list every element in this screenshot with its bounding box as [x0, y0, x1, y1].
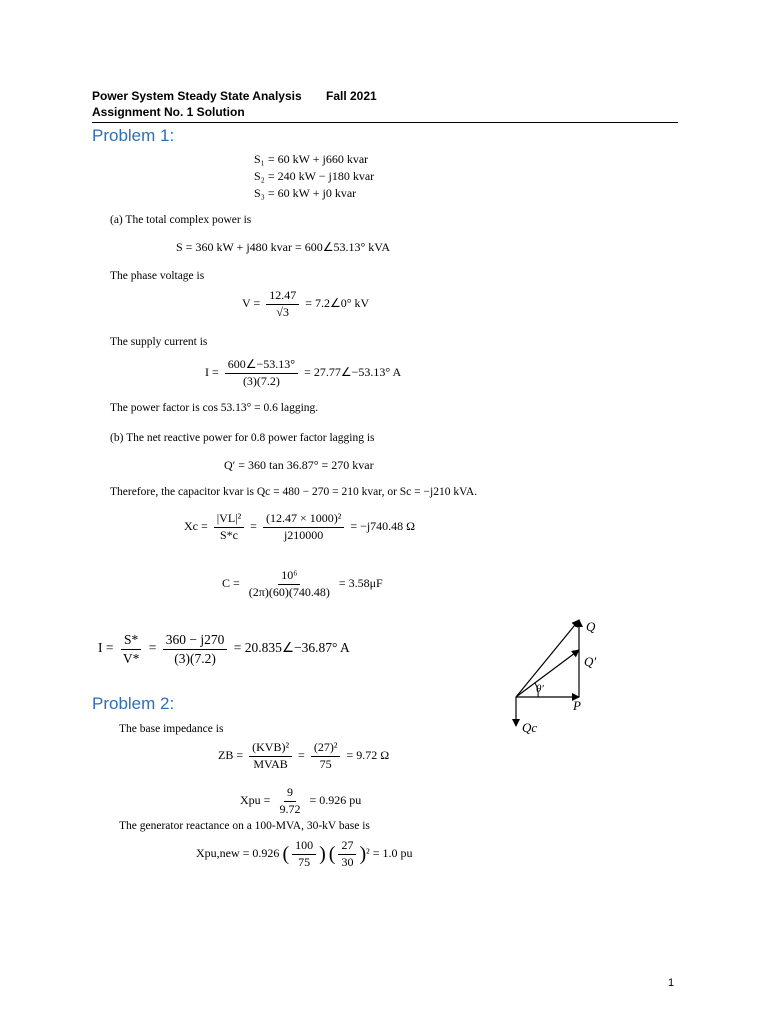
page-number: 1: [668, 977, 675, 989]
xnew-fraction-1: [292, 839, 316, 870]
zb-denominator-1: MVAB: [253, 756, 288, 771]
xnew-lhs: Xpu,new = 0.926: [196, 846, 280, 861]
i2-fraction-1: [120, 632, 143, 666]
xc-fraction-1: [214, 512, 244, 543]
label-qc: Qc: [522, 720, 538, 735]
s3-equation: S₃ = 60 kW + j0 kvar: [254, 186, 357, 200]
xc-rhs: = −j740.48 Ω: [350, 519, 416, 534]
phase-voltage-intro: The phase voltage is: [110, 270, 205, 282]
label-q: Q: [586, 619, 596, 634]
label-q-prime: Q′: [584, 654, 597, 669]
xnew-f1-numerator: 100: [292, 839, 316, 855]
base-impedance-intro: The base impedance is: [119, 723, 224, 735]
i2-denominator-1: V*: [122, 650, 140, 666]
xnew-f2-denominator: 30: [341, 854, 354, 869]
supply-current-intro: The supply current is: [110, 336, 208, 348]
i2-denominator-2: (3)(7.2): [174, 650, 216, 666]
zb-fraction-1: [249, 741, 292, 772]
i-lhs: I =: [205, 365, 219, 380]
current-conjugate-equation: I = $\frac{S*}{V*}$ = $\frac{360 - j270}{(3)(7.2)}$ = 20.835∠−36.87° A: [98, 632, 350, 666]
c-fraction: [246, 569, 333, 600]
label-theta: θ′: [536, 683, 544, 695]
s1-equation: S₁ = 60 kW + j660 kvar: [254, 152, 369, 166]
v-fraction: [266, 289, 299, 320]
xc-lhs: Xc =: [184, 519, 208, 534]
xpu-fraction: [276, 786, 303, 817]
zb-denominator-2: 75: [319, 756, 332, 771]
i2-fraction-2: [163, 632, 228, 666]
xnew-fraction-2: [338, 839, 356, 870]
s2-equation: S₂ = 240 kW − j180 kvar: [254, 169, 375, 183]
i2-lhs: I =: [98, 640, 114, 656]
part-b-intro: (b) The net reactive power for 0.8 power factor lagging is: [110, 432, 375, 444]
base-impedance-equation: ZB = $\frac{\text{(KVB)²}}{\text{MVAB}}$ = $\frac{\text{(27)²}}{75}$ = 9.72 Ω: [218, 740, 390, 771]
i-denominator: (3)(7.2): [242, 373, 280, 388]
xpu-new-equation: Xpu,new = 0.926 ( $\frac{100}{75}$ ) ( $\frac{27}{30}$ )² = 1.0 pu: [196, 838, 413, 869]
v-lhs: V =: [242, 296, 261, 311]
xpu-equation: [240, 786, 361, 817]
i2-numerator-1: S*: [121, 632, 141, 650]
header-rule: [92, 122, 678, 123]
course-title: Power System Steady State Analysis: [92, 89, 302, 103]
xc-numerator-1: |VL|²: [214, 512, 244, 528]
i2-numerator-2: 360 − j270: [163, 632, 228, 650]
c-lhs: C =: [222, 576, 240, 591]
zb-fraction-2: [311, 741, 341, 772]
xc-denominator-2: j210000: [283, 527, 324, 542]
zb-numerator-1: (KVB)²: [249, 741, 292, 757]
zb-rhs: = 9.72 Ω: [346, 748, 390, 763]
term: Fall 2021: [326, 89, 377, 103]
generator-reactance-intro: The generator reactance on a 100-MVA, 30-kV base is: [119, 820, 370, 832]
xpu-lhs: Xpu =: [240, 793, 271, 808]
problem-1-heading: Problem 1:: [92, 126, 175, 145]
xnew-f1-denominator: 75: [298, 854, 311, 869]
capacitance-equation: [222, 569, 383, 600]
i-numerator: 600∠−53.13°: [225, 358, 298, 374]
xnew-rhs: ² = 1.0 pu: [366, 846, 413, 861]
i-fraction: [225, 358, 298, 389]
supply-current-equation: [205, 358, 401, 389]
xpu-denominator: 9.72: [279, 801, 301, 816]
xc-equation: Xc = $\frac{\text{|VL|²}}{S*c}$ = $\frac{\text{(12.47 × 1000)²}}{j210000}$ = −j740.48 Ω: [184, 511, 416, 542]
v-denominator: √3: [276, 304, 290, 319]
zb-lhs: ZB =: [218, 748, 244, 763]
problem-2-heading: Problem 2:: [92, 694, 175, 713]
s-arrow: [516, 620, 579, 697]
c-numerator: 10⁶: [278, 569, 300, 585]
zb-numerator-2: (27)²: [311, 741, 341, 757]
total-complex-power: S = 360 kW + j480 kvar = 600∠53.13° kVA: [176, 240, 391, 254]
i-rhs: = 27.77∠−53.13° A: [304, 365, 402, 380]
xnew-f2-numerator: 27: [338, 839, 356, 855]
part-a-intro: (a) The total complex power is: [110, 214, 252, 226]
phasor-diagram: [505, 612, 615, 742]
phase-voltage-equation: [242, 289, 369, 320]
c-denominator: (2π)(60)(740.48): [248, 584, 330, 599]
v-numerator: 12.47: [266, 289, 299, 305]
assignment-title: Assignment No. 1 Solution: [92, 105, 245, 119]
xc-denominator-1: S*c: [219, 527, 238, 542]
s-prime-arrow: [516, 650, 579, 697]
xc-numerator-2: (12.47 × 1000)²: [263, 512, 344, 528]
power-factor-text: The power factor is cos 53.13° = 0.6 lagging.: [110, 402, 319, 414]
xpu-numerator: 9: [284, 786, 296, 802]
label-p: P: [573, 698, 581, 713]
v-rhs: = 7.2∠0° kV: [305, 296, 370, 311]
xc-fraction-2: [263, 512, 344, 543]
i2-rhs: = 20.835∠−36.87° A: [233, 640, 350, 656]
q-prime-equation: Q′ = 360 tan 36.87° = 270 kvar: [224, 458, 374, 472]
xpu-rhs: = 0.926 pu: [309, 793, 362, 808]
c-rhs: = 3.58μF: [338, 576, 383, 591]
capacitor-kvar-text: Therefore, the capacitor kvar is Qc = 480 − 270 = 210 kvar, or Sc = −j210 kVA.: [110, 486, 478, 498]
